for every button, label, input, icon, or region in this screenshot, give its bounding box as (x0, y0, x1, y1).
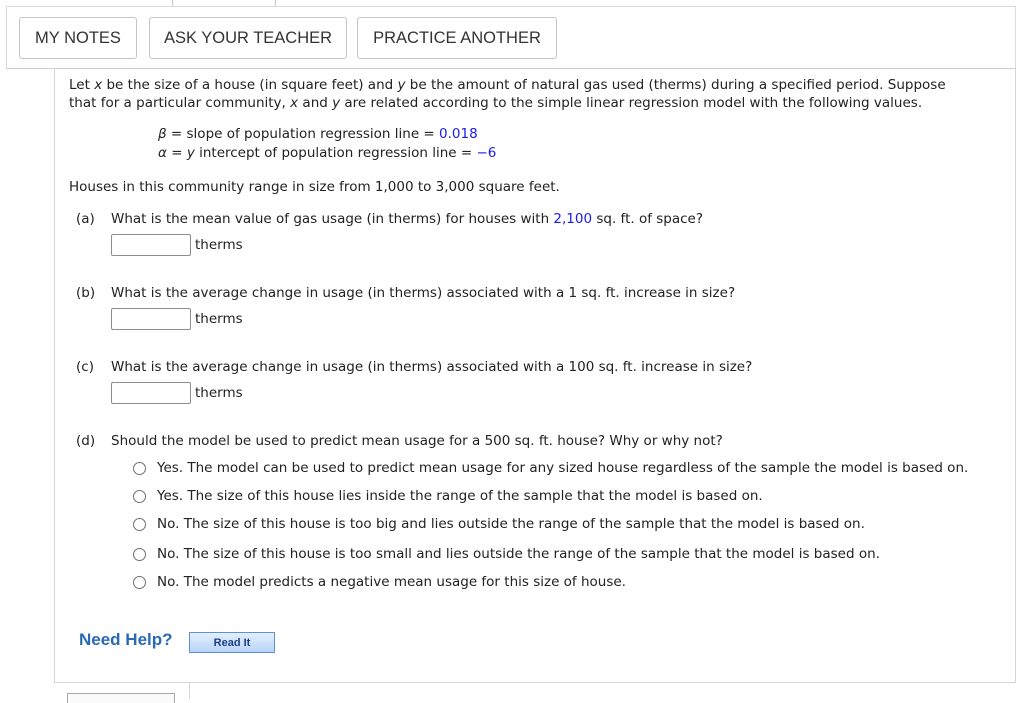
part-b-answer-row (111, 308, 243, 330)
option-label: No. The size of this house is too small and lies outside the range of the sample that the model is based on. (157, 546, 880, 562)
intro-text: are related according to the simple linear regression model with the following values. (340, 95, 923, 111)
intro-text: be the size of a house (in square feet) and (102, 77, 398, 93)
alpha-symbol: α (158, 145, 167, 161)
option-label: No. The size of this house is too big and lies outside the range of the sample that the model is based on. (157, 516, 865, 532)
radio-button[interactable] (133, 490, 146, 503)
radio-button[interactable] (133, 462, 146, 475)
part-c-label: (c) (76, 359, 94, 375)
option-label: No. The model predicts a negative mean usage for this size of house. (157, 574, 626, 590)
part-d-option-5[interactable] (133, 573, 626, 591)
part-a-unit: therms (195, 237, 243, 253)
option-label: Yes. The model can be used to predict mean usage for any sized house regardless of the sample the model is based on. (157, 460, 969, 476)
option-label: Yes. The size of this house lies inside the range of the sample that the model is based on. (157, 488, 763, 504)
alpha-text: intercept of population regression line = (194, 145, 477, 161)
alpha-definition (158, 144, 496, 162)
beta-definition (158, 125, 478, 143)
intro-line-1 (69, 76, 946, 94)
range-text: Houses in this community range in size from 1,000 to 3,000 square feet. (69, 179, 560, 195)
var-y: y (332, 95, 341, 111)
part-b-label: (b) (76, 285, 96, 301)
alpha-value: −6 (476, 145, 497, 161)
part-c-answer-input[interactable] (111, 382, 191, 404)
intro-text: be the amount of natural gas used (therms) during a specified period. Suppose (405, 77, 946, 93)
practice-another-button[interactable]: PRACTICE ANOTHER (357, 17, 557, 59)
var-y: y (397, 77, 406, 93)
part-d-question: Should the model be used to predict mean usage for a 500 sq. ft. house? Why or why not? (111, 433, 723, 449)
var-x: x (94, 77, 103, 93)
intro-text: and (298, 95, 333, 111)
beta-symbol: β (158, 126, 167, 142)
part-a-value: 2,100 (553, 211, 593, 227)
var-y: y (186, 145, 195, 161)
part-d-label: (d) (76, 433, 96, 449)
part-d-option-2[interactable] (133, 487, 763, 505)
beta-value: 0.018 (439, 126, 478, 142)
part-c-question: What is the average change in usage (in therms) associated with a 100 sq. ft. increase in size? (111, 359, 753, 375)
radio-button[interactable] (133, 576, 146, 589)
part-d-option-4[interactable] (133, 545, 880, 563)
part-a-answer-row (111, 234, 243, 256)
part-b-answer-input[interactable] (111, 308, 191, 330)
part-a-answer-input[interactable] (111, 234, 191, 256)
question-panel (54, 69, 1016, 683)
part-b-unit: therms (195, 311, 243, 327)
ask-your-teacher-button[interactable]: ASK YOUR TEACHER (149, 17, 347, 59)
part-a-text: sq. ft. of space? (592, 211, 704, 227)
toolbar (6, 6, 1016, 69)
part-c-answer-row (111, 382, 243, 404)
var-x: x (290, 95, 299, 111)
part-d-option-1[interactable] (133, 459, 968, 477)
need-help-label: Need Help? (79, 630, 173, 649)
part-a-label: (a) (76, 211, 95, 227)
part-a-question (111, 210, 703, 228)
radio-button[interactable] (133, 518, 146, 531)
radio-button[interactable] (133, 548, 146, 561)
intro-text: that for a particular community, (69, 95, 291, 111)
my-notes-button[interactable]: MY NOTES (19, 17, 137, 59)
alpha-eq: = (166, 145, 187, 161)
bottom-button-stub (67, 693, 175, 703)
read-it-button[interactable]: Read It (189, 632, 275, 653)
intro-line-2 (69, 94, 922, 112)
part-d-option-3[interactable] (133, 515, 865, 533)
divider (189, 683, 190, 699)
part-c-unit: therms (195, 385, 243, 401)
intro-text: Let (69, 77, 95, 93)
beta-text: = slope of population regression line = (166, 126, 440, 142)
part-a-text: What is the mean value of gas usage (in therms) for houses with (111, 211, 554, 227)
part-b-question: What is the average change in usage (in therms) associated with a 1 sq. ft. increase in size? (111, 285, 736, 301)
